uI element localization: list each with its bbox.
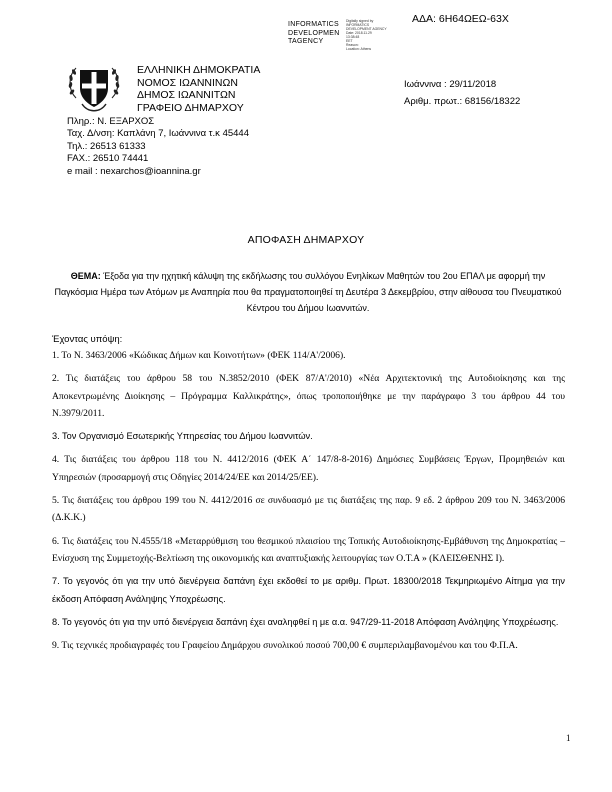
subject-label: ΘΕΜΑ:	[70, 271, 101, 281]
header-line: ΓΡΑΦΕΙΟ ΔΗΜΑΡΧΟΥ	[137, 101, 244, 114]
document-date: Ιωάννινα : 29/11/2018	[404, 79, 497, 90]
list-item: 7. Το γεγονός ότι για την υπό διενέργεια δαπάνη έχει εκδοθεί το με αριθμ. Πρωτ. 18300/2018 Τεκμηριωμένο Αίτημα για την έκδοση Απόφαση Ανάληψης Υποχρέωσης.	[52, 576, 565, 604]
list-item: 5. Τις διατάξεις του άρθρου 199 του Ν. 4412/2016 σε συνδυασμό με τις διατάξεις της παρ. 9 εδ. 2 άρθρου 209 του Ν. 3463/2006 (Δ.Κ.Κ.)	[52, 495, 565, 524]
page-number: 1	[566, 733, 571, 743]
list-item: 1. Το Ν. 3463/2006 «Κώδικας Δήμων και Κοινοτήτων» (ΦΕΚ 114/Α'/2006).	[52, 350, 346, 361]
list-item: 9. Τις τεχνικές προδιαγραφές του Γραφείου Δημάρχου συνολικού ποσού 700,00 € συμπεριλαμβανομένου και του Φ.Π.Α.	[52, 640, 518, 652]
agency-line: DEVELOPMEN	[288, 29, 340, 37]
ada-code: ΑΔΑ: 6Η64ΩΕΩ-63Χ	[412, 13, 509, 25]
agency-line: TAGENCY	[288, 38, 324, 46]
signature-detail-line: INFORMATICS	[346, 23, 370, 27]
signature-detail-line: Location: Athens	[346, 47, 372, 51]
signature-details	[346, 19, 406, 51]
signature-detail-line: Reason:	[346, 43, 359, 47]
contact-line: FAX.: 26510 74441	[67, 153, 149, 165]
list-item: 6. Τις διατάξεις του Ν.4555/18 «Μεταρρύθμιση του θεσμικού πλαισίου της Τοπικής Αυτοδιοίκησης-Εμβάθυνση της Δημοκρατίας –Ενίσχυση της Συμμετοχής-Βελτίωση της οικονομικής και αναπτυξιακής λειτουργίας των Ο.Τ.Α » (ΚΛΕΙΣΘΕΝΗΣ Ι).	[52, 535, 565, 564]
contact-line: Ταχ. Δ/νση: Καπλάνη 7, Ιωάννινα τ.κ 45444	[67, 128, 249, 140]
issuer-header	[137, 64, 260, 114]
signature-detail-line: Date: 2018.11.29	[346, 31, 372, 35]
signature-detail-line: DEVELOPMENT AGENCY	[346, 27, 387, 31]
protocol-number: Αριθμ. πρωτ.: 68156/18322	[404, 96, 521, 107]
subject-text: Έξοδα για την ηχητική κάλυψη της εκδήλωσης του συλλόγου Ενηλίκων Μαθητών του 2ου ΕΠΑΛ με αφορμή την Παγκόσμια Ημέρα των Ατόμων με Αναπηρία που θα πραγματοποιηθεί τη Δευτέρα 3 Δεκεμβρίου, στην αίθουσα του Πνευματικού Κέντρου του Δήμου Ιωαννιτών.	[54, 271, 562, 313]
contact-details	[67, 116, 249, 178]
signature-detail-line: 13:38:48	[346, 35, 360, 39]
list-item: 8. Το γεγονός ότι για την υπό διενέργεια δαπάνη έχει αναληφθεί η με α.α. 947/29-11-2018 Απόφαση Ανάληψης Υποχρέωσης.	[52, 616, 559, 627]
contact-line: Τηλ.: 26513 61333	[67, 140, 146, 152]
header-line: ΔΗΜΟΣ ΙΩΑΝΝΙΤΩΝ	[137, 89, 236, 102]
signature-agency	[288, 21, 340, 47]
signature-detail-line: Digitally signed by	[346, 19, 374, 23]
header-line: ΝΟΜΟΣ ΙΩΑΝΝΙΝΩΝ	[137, 76, 238, 89]
signature-detail-line: EET	[346, 39, 353, 43]
agency-line: INFORMATICS	[288, 21, 340, 28]
list-item: 3. Τον Οργανισμό Εσωτερικής Υπηρεσίας του Δήμου Ιωαννιτών.	[52, 431, 313, 442]
considering-heading: Έχοντας υπόψη:	[52, 334, 123, 345]
list-item: 4. Τις διατάξεις του άρθρου 118 του Ν. 4412/2016 (ΦΕΚ Α΄ 147/8-8-2016) Δημόσιες Συμβάσεις Έργων, Προμηθειών και Υπηρεσιών (προσαρμογή στις Οδηγίες 2014/24/ΕΕ και 2014/25/ΕΕ).	[52, 454, 565, 483]
contact-line: e mail : nexarchos@ioannina.gr	[67, 165, 201, 177]
list-item: 2. Τις διατάξεις του άρθρου 58 του Ν.3852/2010 (ΦΕΚ 87/Α'/2010) «Νέα Αρχιτεκτονική της Αυτοδιοίκησης και της Αποκεντρωμένης Διοίκησης – Πρόγραμμα Καλλικράτης», όπως τροποποιήθηκε με την παράγραφο 3 του άρθρου 44 του Ν.3979/2011.	[52, 373, 565, 419]
header-line: ΕΛΛΗΝΙΚΗ ΔΗΜΟΚΡΑΤΙΑ	[137, 64, 261, 76]
decision-title: ΑΠΟΦΑΣΗ ΔΗΜΑΡΧΟΥ	[247, 234, 365, 246]
considerations-list	[52, 347, 565, 660]
date-block	[404, 76, 520, 110]
greek-emblem-icon	[62, 58, 126, 122]
subject	[52, 268, 564, 316]
contact-line: Πληρ.: Ν. ΕΞΑΡΧΟΣ	[67, 116, 155, 127]
